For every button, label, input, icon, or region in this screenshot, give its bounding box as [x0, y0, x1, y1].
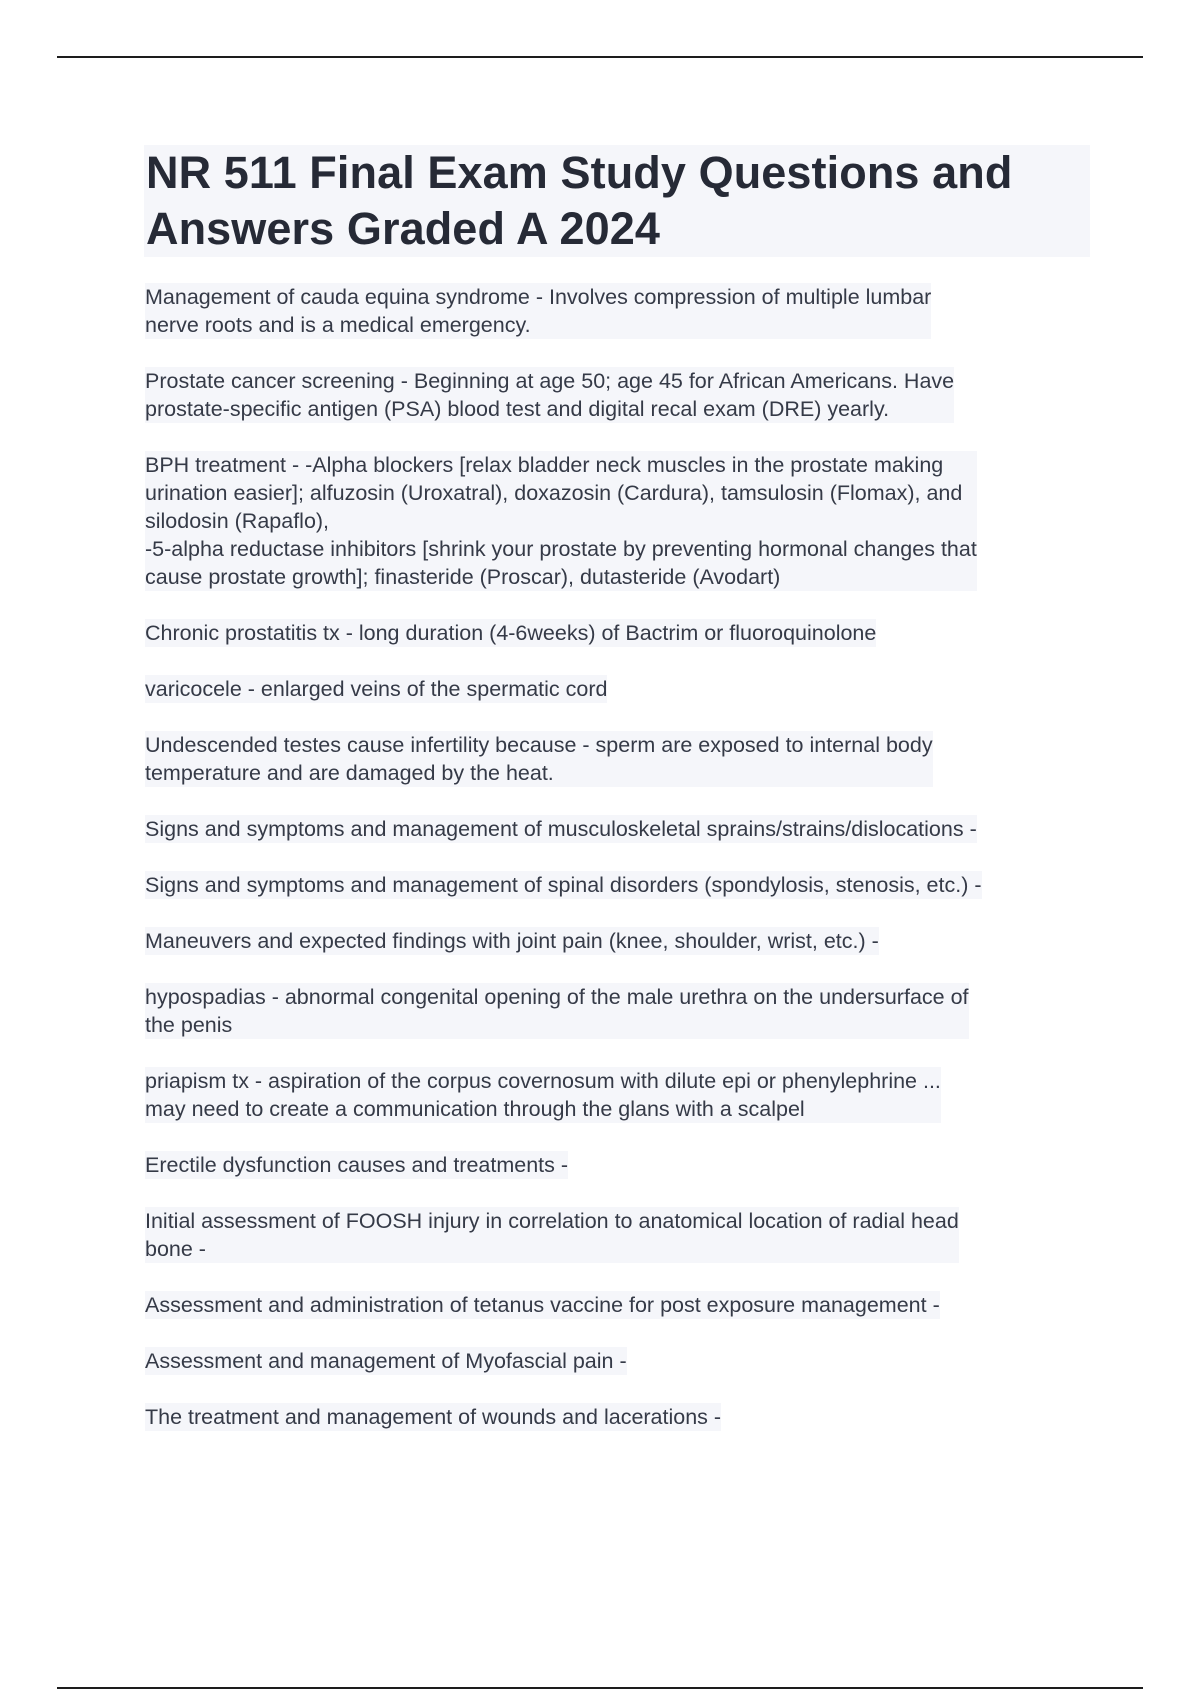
qa-item: Signs and symptoms and management of spinal disorders (spondylosis, stenosis, etc.) - [145, 873, 982, 897]
qa-item: Maneuvers and expected findings with joint pain (knee, shoulder, wrist, etc.) - [145, 929, 879, 953]
qa-item: Management of cauda equina syndrome - Involves compression of multiple lumbar nerve roots and is a medical emergency. [145, 285, 932, 337]
qa-item: Undescended testes cause infertility because - sperm are exposed to internal body temperature and are damaged by the heat. [145, 733, 933, 785]
qa-item: Assessment and management of Myofascial pain - [145, 1349, 627, 1373]
qa-item: varicocele - enlarged veins of the spermatic cord [145, 677, 608, 701]
qa-item: Prostate cancer screening - Beginning at age 50; age 45 for African Americans. Have prostate-specific antigen (PSA) blood test and digital recal exam (DRE) yearly. [145, 369, 955, 421]
qa-item: priapism tx - aspiration of the corpus covernosum with dilute epi or phenylephrine ... may need to create a communication through the glans with a scalpel [145, 1069, 941, 1121]
bottom-divider [57, 1687, 1143, 1689]
title-block [144, 145, 1090, 257]
qa-item: BPH treatment - -Alpha blockers [relax bladder neck muscles in the prostate making urination easier]; alfuzosin (Uroxatral), doxazosin (Cardura), tamsulosin (Flomax), and silodosin (Rapaflo), -5-alpha reductase inhibitors [shrink your prostate by preventing hormonal changes that cause prostate growth]; finasteride (Proscar), dutasteride (Avodart) [145, 453, 977, 589]
qa-item: Signs and symptoms and management of musculoskeletal sprains/strains/dislocations - [145, 817, 977, 841]
qa-item: Chronic prostatitis tx - long duration (4-6weeks) of Bactrim or fluoroquinolone [145, 621, 877, 645]
qa-item: The treatment and management of wounds and lacerations - [145, 1405, 722, 1429]
qa-item: Initial assessment of FOOSH injury in correlation to anatomical location of radial head bone - [145, 1209, 959, 1261]
qa-list [145, 283, 1105, 1459]
top-divider [57, 56, 1143, 58]
qa-item: Assessment and administration of tetanus vaccine for post exposure management - [145, 1293, 940, 1317]
qa-item: Erectile dysfunction causes and treatments - [145, 1153, 569, 1177]
qa-item: hypospadias - abnormal congenital opening of the male urethra on the undersurface of the penis [145, 985, 969, 1037]
document-title: NR 511 Final Exam Study Questions and Answers Graded A 2024 [146, 147, 1013, 254]
